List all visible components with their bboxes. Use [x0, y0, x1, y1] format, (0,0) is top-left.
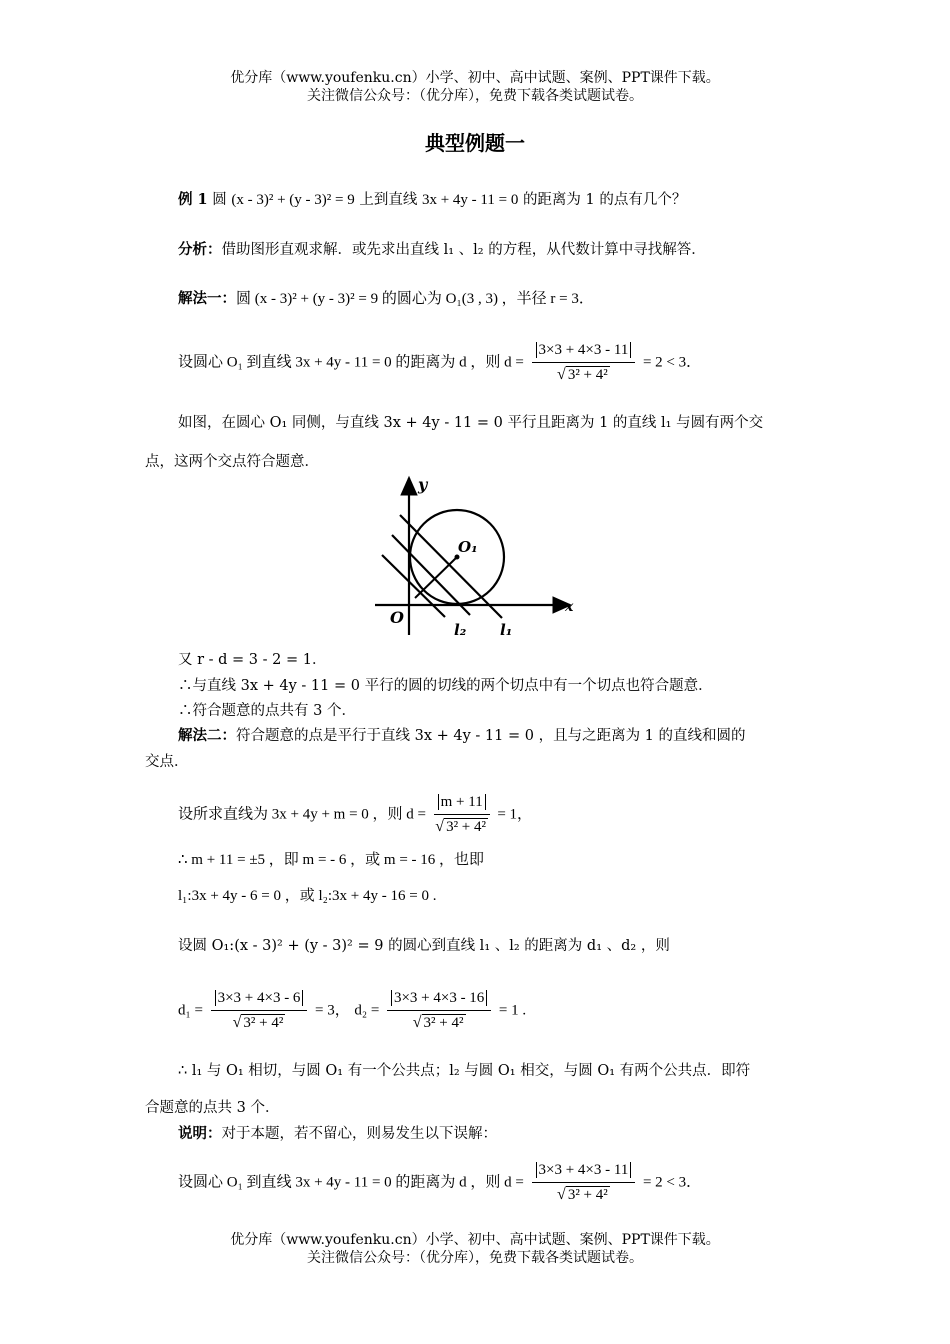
d2-numerator: 3×3 + 4×3 - 16 [391, 990, 487, 1006]
example-eq-circle: (x - 3)² + (y - 3)² = 9 [231, 192, 355, 208]
method2-numerator: m + 11 [438, 794, 486, 810]
d2-pre: d₂ = [354, 1002, 380, 1019]
origin-label: O [390, 608, 404, 627]
d1-fraction: $\frac{3\times 3 + 4\times 3 - 6}{\text{√ 3² + 4²}}$ [211, 988, 308, 1033]
example-line [178, 190, 686, 210]
note-text: 对于本题，若不留心，则易发生以下误解： [221, 1126, 497, 1142]
method1-line-5: 又 r - d = 3 - 2 = 1． [178, 652, 327, 668]
y-axis-label: y [418, 475, 428, 494]
header-line-1: 优分库（www.youfenku.cn）小学、初中、高中试题、案例、PPT课件下载。 [230, 70, 720, 86]
d1-denominator: 3² + 4² [243, 1015, 284, 1031]
header-line-2: 关注微信公众号：（优分库），免费下载各类试题试卷。 [307, 88, 643, 104]
note-line-1 [178, 1124, 497, 1144]
footer-line-2: 关注微信公众号：（优分库），免费下载各类试题试卷。 [307, 1250, 643, 1266]
center-label: O₁ [458, 538, 478, 556]
method2-line2-pre: 设所求直线为 3x + 4y + m = 0 ，则 d = [178, 806, 427, 823]
example-text-pre: 圆 [212, 192, 227, 208]
example-text-post: 的距离为 1 的点有几个？ [522, 192, 687, 208]
note-fraction: $\frac{3\times 3 + 4\times 3 - 11}{\text{√ 3² + 4²}}$ [532, 1160, 636, 1205]
method2-line-4: l₁:3x + 4y - 6 = 0 ，或 l₂:3x + 4y - 16 = 0 . [178, 888, 437, 904]
example-eq-line: 3x + 4y - 11 = 0 [421, 192, 519, 208]
d1-numerator: 3×3 + 4×3 - 6 [215, 990, 304, 1006]
method2-line-8: 合题意的点共 3 个． [145, 1100, 280, 1116]
note-line-2 [178, 1160, 701, 1205]
radius-segment [415, 557, 457, 598]
method2-line-1b: 交点． [145, 754, 189, 770]
method1-line-1 [178, 289, 594, 309]
method1-line-4: 点，这两个交点符合题意． [145, 454, 319, 470]
d2-denominator: 3² + 4² [423, 1015, 464, 1031]
analysis-label: 分析： [178, 241, 222, 258]
footer-line-1: 优分库（www.youfenku.cn）小学、初中、高中试题、案例、PPT课件下载。 [230, 1232, 720, 1248]
method2-line1-text: 符合题意的点是平行于直线 3x + 4y - 11 = 0 ，且与之距离为 1 的直线和圆的 [236, 728, 746, 744]
method1-line2-pre: 设圆心 O₁ 到直线 3x + 4y - 11 = 0 的距离为 d ，则 d = [178, 354, 524, 371]
note-denominator: 3² + 4² [567, 1187, 608, 1203]
method1-denominator: 3² + 4² [567, 367, 608, 383]
method2-line-2 [178, 792, 532, 837]
page-title: 典型例题一 [425, 131, 525, 155]
d2-fraction: $\frac{3\times 3 + 4\times 3 - 16}{\text{√ 3² + 4²}}$ [387, 988, 491, 1033]
method2-distance-line [178, 988, 526, 1033]
method2-fraction: $\frac{m + 11}{\text{√ 3² + 4²}}$ [434, 792, 490, 837]
method2-label: 解法二： [178, 727, 236, 744]
method1-numerator: 3×3 + 4×3 - 11 [536, 342, 632, 358]
note-line2-post: = 2 < 3． [642, 1174, 702, 1191]
method1-label: 解法一： [178, 290, 236, 307]
method2-line-7: ∴ l₁ 与 O₁ 相切，与圆 O₁ 有一个公共点；l₂ 与圆 O₁ 相交，与圆 O₁ 有两个公共点．即符 [178, 1063, 751, 1079]
method1-line-7: ∴符合题意的点共有 3 个． [178, 703, 356, 719]
analysis-line [178, 240, 706, 260]
method1-fraction: $\frac{3\times 3 + 4\times 3 - 11}{\text{√ 3² + 4²}}$ [532, 340, 636, 385]
l2-label: l₂ [454, 621, 467, 639]
note-numerator: 3×3 + 4×3 - 11 [536, 1162, 632, 1178]
method1-line1-text: 圆 (x - 3)² + (y - 3)² = 9 的圆心为 O₁(3 , 3) ，半径 r = 3． [236, 291, 594, 307]
d1-post: = 3， [315, 1002, 350, 1019]
d1-pre: d₁ = [178, 1002, 203, 1019]
method2-line2-post: = 1， [497, 806, 533, 823]
example-label: 例 1 [178, 191, 208, 208]
method1-line2-post: = 2 < 3． [642, 354, 702, 371]
example-text-mid: 上到直线 [359, 192, 418, 208]
geometry-figure [370, 470, 585, 645]
method1-line-2 [178, 340, 701, 385]
method2-line-1 [178, 726, 746, 746]
d2-post: = 1 . [498, 1002, 527, 1019]
method1-line-6: ∴与直线 3x + 4y - 11 = 0 平行的圆的切线的两个切点中有一个切点也符合题意． [178, 678, 713, 694]
method2-denominator: 3² + 4² [446, 819, 487, 835]
method2-line-3: ∴ m + 11 = ±5 ，即 m = - 6 ，或 m = - 16 ，也即 [178, 852, 485, 868]
method1-line-3: 如图，在圆心 O₁ 同侧，与直线 3x + 4y - 11 = 0 平行且距离为 1 的直线 l₁ 与圆有两个交 [178, 415, 764, 431]
x-axis-label: x [565, 599, 574, 615]
note-label: 说明： [178, 1125, 222, 1142]
method2-line-5: 设圆 O₁:(x - 3)² + (y - 3)² = 9 的圆心到直线 l₁ 、l₂ 的距离为 d₁ 、d₂ ，则 [178, 938, 670, 954]
note-line2-pre: 设圆心 O₁ 到直线 3x + 4y - 11 = 0 的距离为 d ，则 d = [178, 1174, 524, 1191]
l1-label: l₁ [500, 621, 513, 639]
analysis-text: 借助图形直观求解．或先求出直线 l₁ 、l₂ 的方程，从代数计算中寻找解答． [221, 242, 706, 258]
